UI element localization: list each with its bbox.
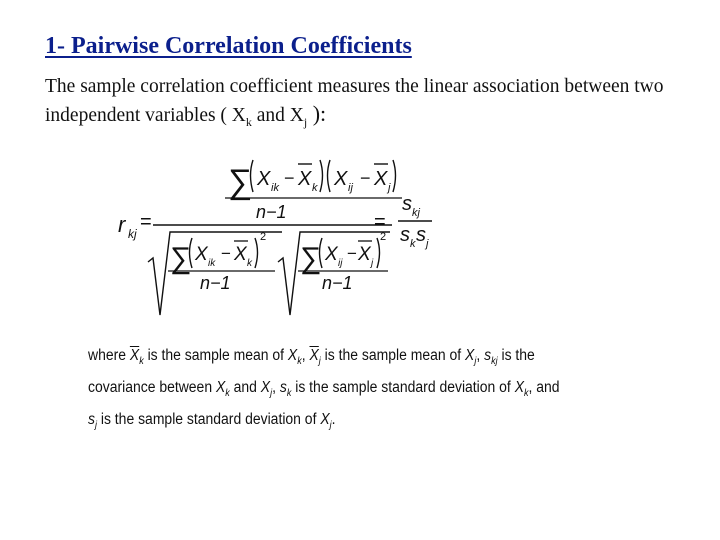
sub-j: j <box>329 420 332 432</box>
where-text: is the sample standard deviation of <box>291 379 515 397</box>
where-line-1 <box>88 343 547 375</box>
rhs-den-sub1: k <box>410 238 416 250</box>
rhs-den-s1: s <box>400 224 410 246</box>
num-sub-j: j <box>388 182 391 194</box>
sub-j: j <box>474 356 477 368</box>
den-left-n-minus-1: n−1 <box>200 273 231 293</box>
rhs-den-sub2: j <box>426 238 429 250</box>
where-text: is the sample mean of <box>143 347 288 364</box>
intro-text: The sample correlation coefficient measures the linear association between two independent variables ( X <box>45 76 664 126</box>
var-s: s <box>279 379 287 397</box>
where-line-3 <box>88 407 547 439</box>
var-s: s <box>484 347 492 364</box>
den-right-n-minus-1: n−1 <box>322 273 353 293</box>
where-line-2 <box>88 375 560 407</box>
var-x-k: X <box>215 379 226 397</box>
where-text: , and <box>528 379 560 397</box>
num-x-ik: X <box>257 168 271 190</box>
den-left-sub-ik: ik <box>208 258 216 269</box>
where-text: is the <box>497 347 535 364</box>
intro-and: and X <box>251 105 304 126</box>
intro-sub-j: j <box>303 114 308 129</box>
den-left-paren-r <box>255 238 258 268</box>
den-right-sub-j: j <box>371 258 374 269</box>
den-left-square: 2 <box>260 231 267 243</box>
var-x-k: X <box>287 347 298 364</box>
num-minus-2: − <box>360 168 371 188</box>
sub-kj: kj <box>491 356 498 368</box>
den-right-x-ij: X <box>325 244 338 265</box>
intro-sub-k: k <box>245 114 252 129</box>
num-xbar-j: X <box>374 168 388 190</box>
num-sub-k: k <box>312 182 318 194</box>
var-xbar-k: $\overline{X}$ <box>129 347 140 364</box>
den-left-sub-k: k <box>247 258 252 269</box>
num-sum: ∑ <box>228 163 253 201</box>
den-right-sum: ∑ <box>300 242 322 275</box>
num-sub-ij: ij <box>348 182 353 194</box>
num-paren-1r <box>320 160 323 192</box>
var-s: s <box>88 411 95 429</box>
num-n-minus-1: n−1 <box>256 202 287 222</box>
num-xbar-k: X <box>298 168 312 190</box>
slide-title: 1- Pairwise Correlation Coefficients <box>45 33 412 59</box>
where-text: is the sample standard deviation of <box>96 411 321 429</box>
where-text: where <box>88 347 130 364</box>
where-text: , <box>272 379 280 397</box>
lhs-equals: = <box>140 211 152 233</box>
den-left-x-ik: X <box>195 244 208 265</box>
where-text: , <box>301 347 310 364</box>
where-text: is the sample mean of <box>320 347 466 364</box>
where-text: covariance between <box>88 379 216 397</box>
lhs-r: r <box>118 212 126 237</box>
where-text: . <box>331 411 336 429</box>
den-right-sub-ij: ij <box>338 258 343 269</box>
num-x-ij: X <box>334 168 348 190</box>
sub-k: k <box>139 356 144 368</box>
intro-end: ): <box>307 101 327 126</box>
den-right-minus: − <box>347 244 357 263</box>
rhs-num-sub: kj <box>412 207 420 219</box>
den-left-xbar-k: X <box>234 244 247 265</box>
rhs-den-s2: s <box>416 224 426 246</box>
where-text: and <box>229 379 261 397</box>
den-left-sum: ∑ <box>170 242 192 275</box>
num-paren-2r <box>393 160 396 192</box>
num-sub-ik: ik <box>271 182 279 194</box>
var-x-j: X <box>320 411 330 429</box>
var-x-j: X <box>260 379 271 397</box>
den-right-xbar-j: X <box>358 244 371 265</box>
sub-k: k <box>297 356 302 368</box>
var-x-k: X <box>514 379 525 397</box>
den-left-minus: − <box>221 244 231 263</box>
lhs-sub: kj <box>128 227 137 241</box>
num-paren-2l <box>328 160 331 192</box>
sub-k: k <box>225 388 230 400</box>
num-minus-1: − <box>284 168 295 188</box>
var-x-j: X <box>465 347 475 364</box>
sub-k: k <box>286 388 292 400</box>
where-text: , <box>476 347 485 364</box>
sub-j: j <box>318 356 321 368</box>
where-explanation <box>88 343 560 439</box>
den-right-square: 2 <box>380 231 387 243</box>
rhs-num-s: s <box>402 193 412 215</box>
sub-j: j <box>94 420 97 432</box>
sub-j: j <box>270 388 273 400</box>
sub-k: k <box>524 388 529 400</box>
rhs-equals: = <box>374 211 386 233</box>
var-xbar-j: $\overline{X}$ <box>309 347 319 364</box>
